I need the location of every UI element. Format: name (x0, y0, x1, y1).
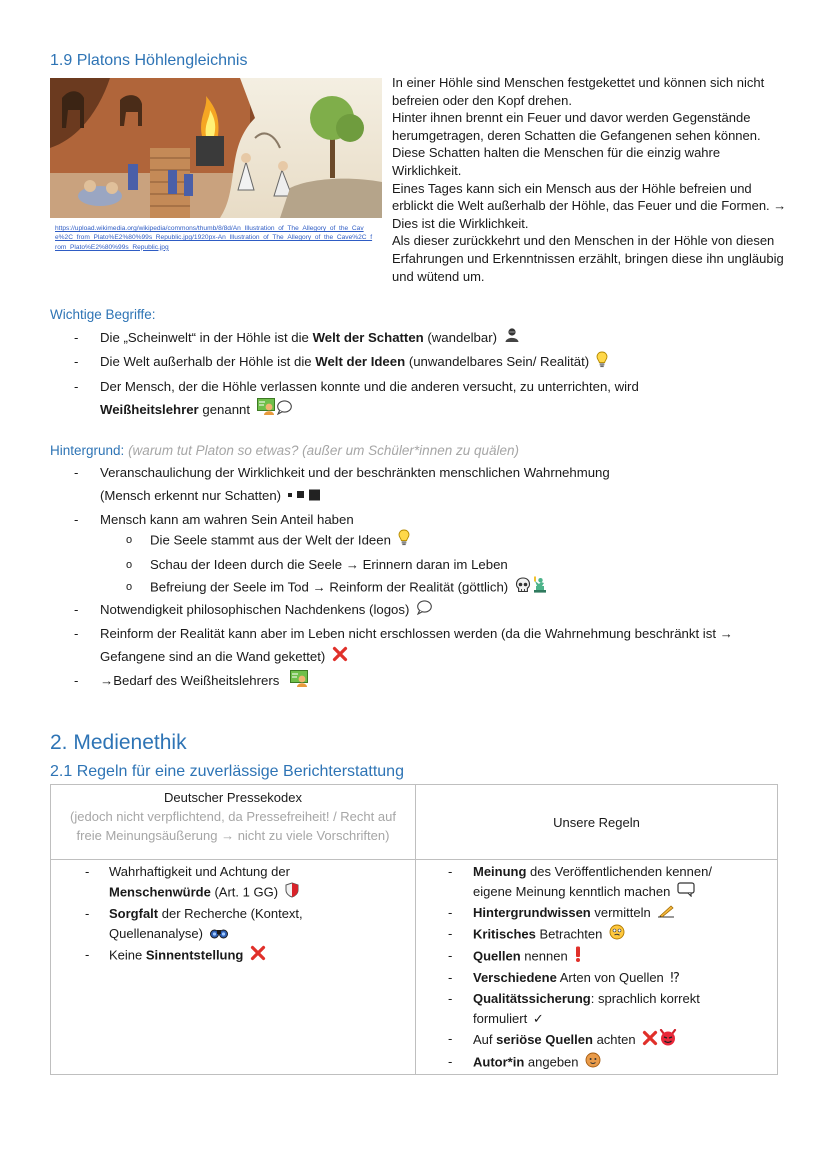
thinking-face-icon (609, 924, 625, 946)
cross-mark-icon (332, 646, 348, 669)
list-item: - Verschiedene Arten von Quellen ⁉ (448, 970, 680, 986)
list-item: - Kritisches Betrachten (416, 924, 753, 946)
shadow-squares-icon (288, 485, 322, 508)
list-item: - Quellen nennen (416, 946, 753, 968)
lightbulb-icon (596, 351, 608, 375)
intro-paragraph: Diese Schatten halten die Menschen für die einzig wahre Wirklichkeit. (392, 145, 721, 178)
terms-list (50, 326, 790, 422)
list-item: - Die „Scheinwelt“ in der Höhle ist die Welt der Schatten (wandelbar) (50, 326, 790, 350)
cave-allegory-image (50, 78, 382, 218)
list-item: - Mensch kann am wahren Sein Anteil haben (74, 512, 354, 528)
table-header-row (51, 785, 778, 860)
intro-paragraph: Als dieser zurückkehrt und den Menschen in der Höhle von diesen Erfahrungen und Erkenntnissen erzählt, bringen diese ihn ungläubig und wütend um. (392, 233, 784, 284)
speech-balloon-icon (677, 882, 695, 903)
sub-list-item: o Schau der Ideen durch die Seele → Erinnern daran im Leben (126, 556, 508, 572)
cross-mark-icon (250, 945, 266, 967)
cave-allegory-summary (392, 74, 787, 285)
list-item: - Auf seriöse Quellen achten (416, 1029, 753, 1052)
speech-bubble-icon (416, 599, 432, 622)
table-cell-left (51, 860, 416, 1075)
section-title-2: 2. Medienethik (50, 731, 187, 754)
speech-bubble-icon (276, 399, 292, 422)
background-list-2 (50, 598, 820, 694)
list-item: - Veranschaulichung der Wirklichkeit und der beschränkten menschlichen Wahrnehmung (Mensch erkennt nur Schatten) (50, 461, 810, 508)
list-item: - Notwendigkeit philosophischen Nachdenkens (logos) (50, 598, 820, 622)
list-item: - Sorgfalt der Recherche (Kontext, Quellenanalyse) (51, 904, 395, 945)
section-title-1-9: 1.9 Platons Höhlengleichnis (50, 52, 248, 69)
list-item: - Meinung des Veröffentlichenden kennen/ eigene Meinung kenntlich machen (416, 862, 753, 903)
teacher-icon (290, 670, 308, 694)
exclamation-icon (574, 946, 582, 968)
col1-note: (jedoch nicht verpflichtend, da Pressefreiheit! / Recht auf freie Meinungsäußerung → nicht zu viele Vorschriften) (70, 809, 396, 843)
shadow-person-icon (504, 327, 520, 350)
table-cell-right (416, 860, 778, 1075)
intro-paragraph: Hinter ihnen brennt ein Feuer und davor werden Gegenstände herumgetragen, deren Schatten die Gefangenen sehen können. (392, 110, 761, 143)
shield-icon (285, 882, 299, 904)
background-heading: Hintergrund: (50, 443, 125, 458)
teacher-icon (257, 398, 275, 422)
terms-heading: Wichtige Begriffe: (50, 307, 156, 322)
sub-list-item: o Befreiung der Seele im Tod → Reinform der Realität (göttlich) (50, 576, 810, 601)
writing-hand-icon (657, 904, 675, 924)
table-row (51, 860, 778, 1075)
cave-allegory-illustration-icon (50, 78, 382, 218)
person-face-icon (585, 1052, 601, 1074)
intro-paragraph: Eines Tages kann sich ein Mensch aus der Höhle befreien und erblickt die Welt außerhalb der Höhle, das Feuer und die Formen. → Dies ist die Wirklichkeit. (392, 180, 787, 231)
list-item: - Reinform der Realität kann aber im Leben nicht erschlossen werden (da die Wahrnehmung beschränkt ist → Gefangene sind an die Wand gekettet) (50, 622, 820, 669)
skull-icon (515, 577, 531, 601)
list-item: - Der Mensch, der die Höhle verlassen konnte und die anderen versucht, zu unterrichten, wird Weißheitslehrer genannt (50, 375, 790, 423)
cross-mark-icon (642, 1030, 658, 1052)
intro-paragraph: In einer Höhle sind Menschen festgekettet und können sich nicht befreien oder den Kopf drehen. (392, 75, 765, 108)
table-header-cell (416, 785, 778, 860)
background-heading-note: (warum tut Platon so etwas? (außer um Schüler*innen zu quälen) (128, 443, 520, 458)
background-heading-row (50, 443, 519, 458)
col2-title: Unsere Regeln (553, 814, 640, 830)
background-list (50, 461, 810, 531)
list-item: - Keine Sinnentstellung (51, 945, 395, 967)
table-header-cell (51, 785, 416, 860)
list-item: - Wahrhaftigkeit und Achtung der Menschenwürde (Art. 1 GG) (51, 862, 395, 904)
list-item: - Autor*in angeben (416, 1052, 753, 1074)
lightbulb-icon (398, 529, 410, 554)
section-subtitle-2-1: 2.1 Regeln für eine zuverlässige Berichterstattung (50, 763, 404, 780)
devil-face-icon (659, 1029, 677, 1052)
list-item: - Hintergrundwissen vermitteln (416, 903, 753, 924)
statue-of-liberty-icon (532, 576, 546, 601)
binoculars-icon (210, 925, 228, 945)
list-item: - Qualitätssicherung: sprachlich korrekt formuliert ✓ (448, 990, 700, 1026)
background-sublist (50, 529, 810, 601)
sub-list-item: o Die Seele stammt aus der Welt der Ideen (50, 529, 810, 554)
image-source-link[interactable]: https://upload.wikimedia.org/wikipedia/commons/thumb/8/8d/An_Illustration_of_The_Allegory_of_the_Cave%2C_from_Plato%E2%80%99s_Republic.jpg/1920px-An_Illustration_of_The_Allegory_of_the_Cave%2C_from_Plato%E2%80%99s_Republic.jpg (55, 225, 373, 251)
list-item: - →Bedarf des Weißheitslehrers (50, 669, 820, 694)
list-item: - Die Welt außerhalb der Höhle ist die Welt der Ideen (unwandelbares Sein/ Realität) (50, 350, 790, 375)
interrobang-icon: ⁉ (670, 970, 680, 986)
col1-title: Deutscher Pressekodex (163, 790, 302, 805)
rules-table (50, 784, 778, 1075)
check-mark-icon: ✓ (532, 1010, 544, 1026)
